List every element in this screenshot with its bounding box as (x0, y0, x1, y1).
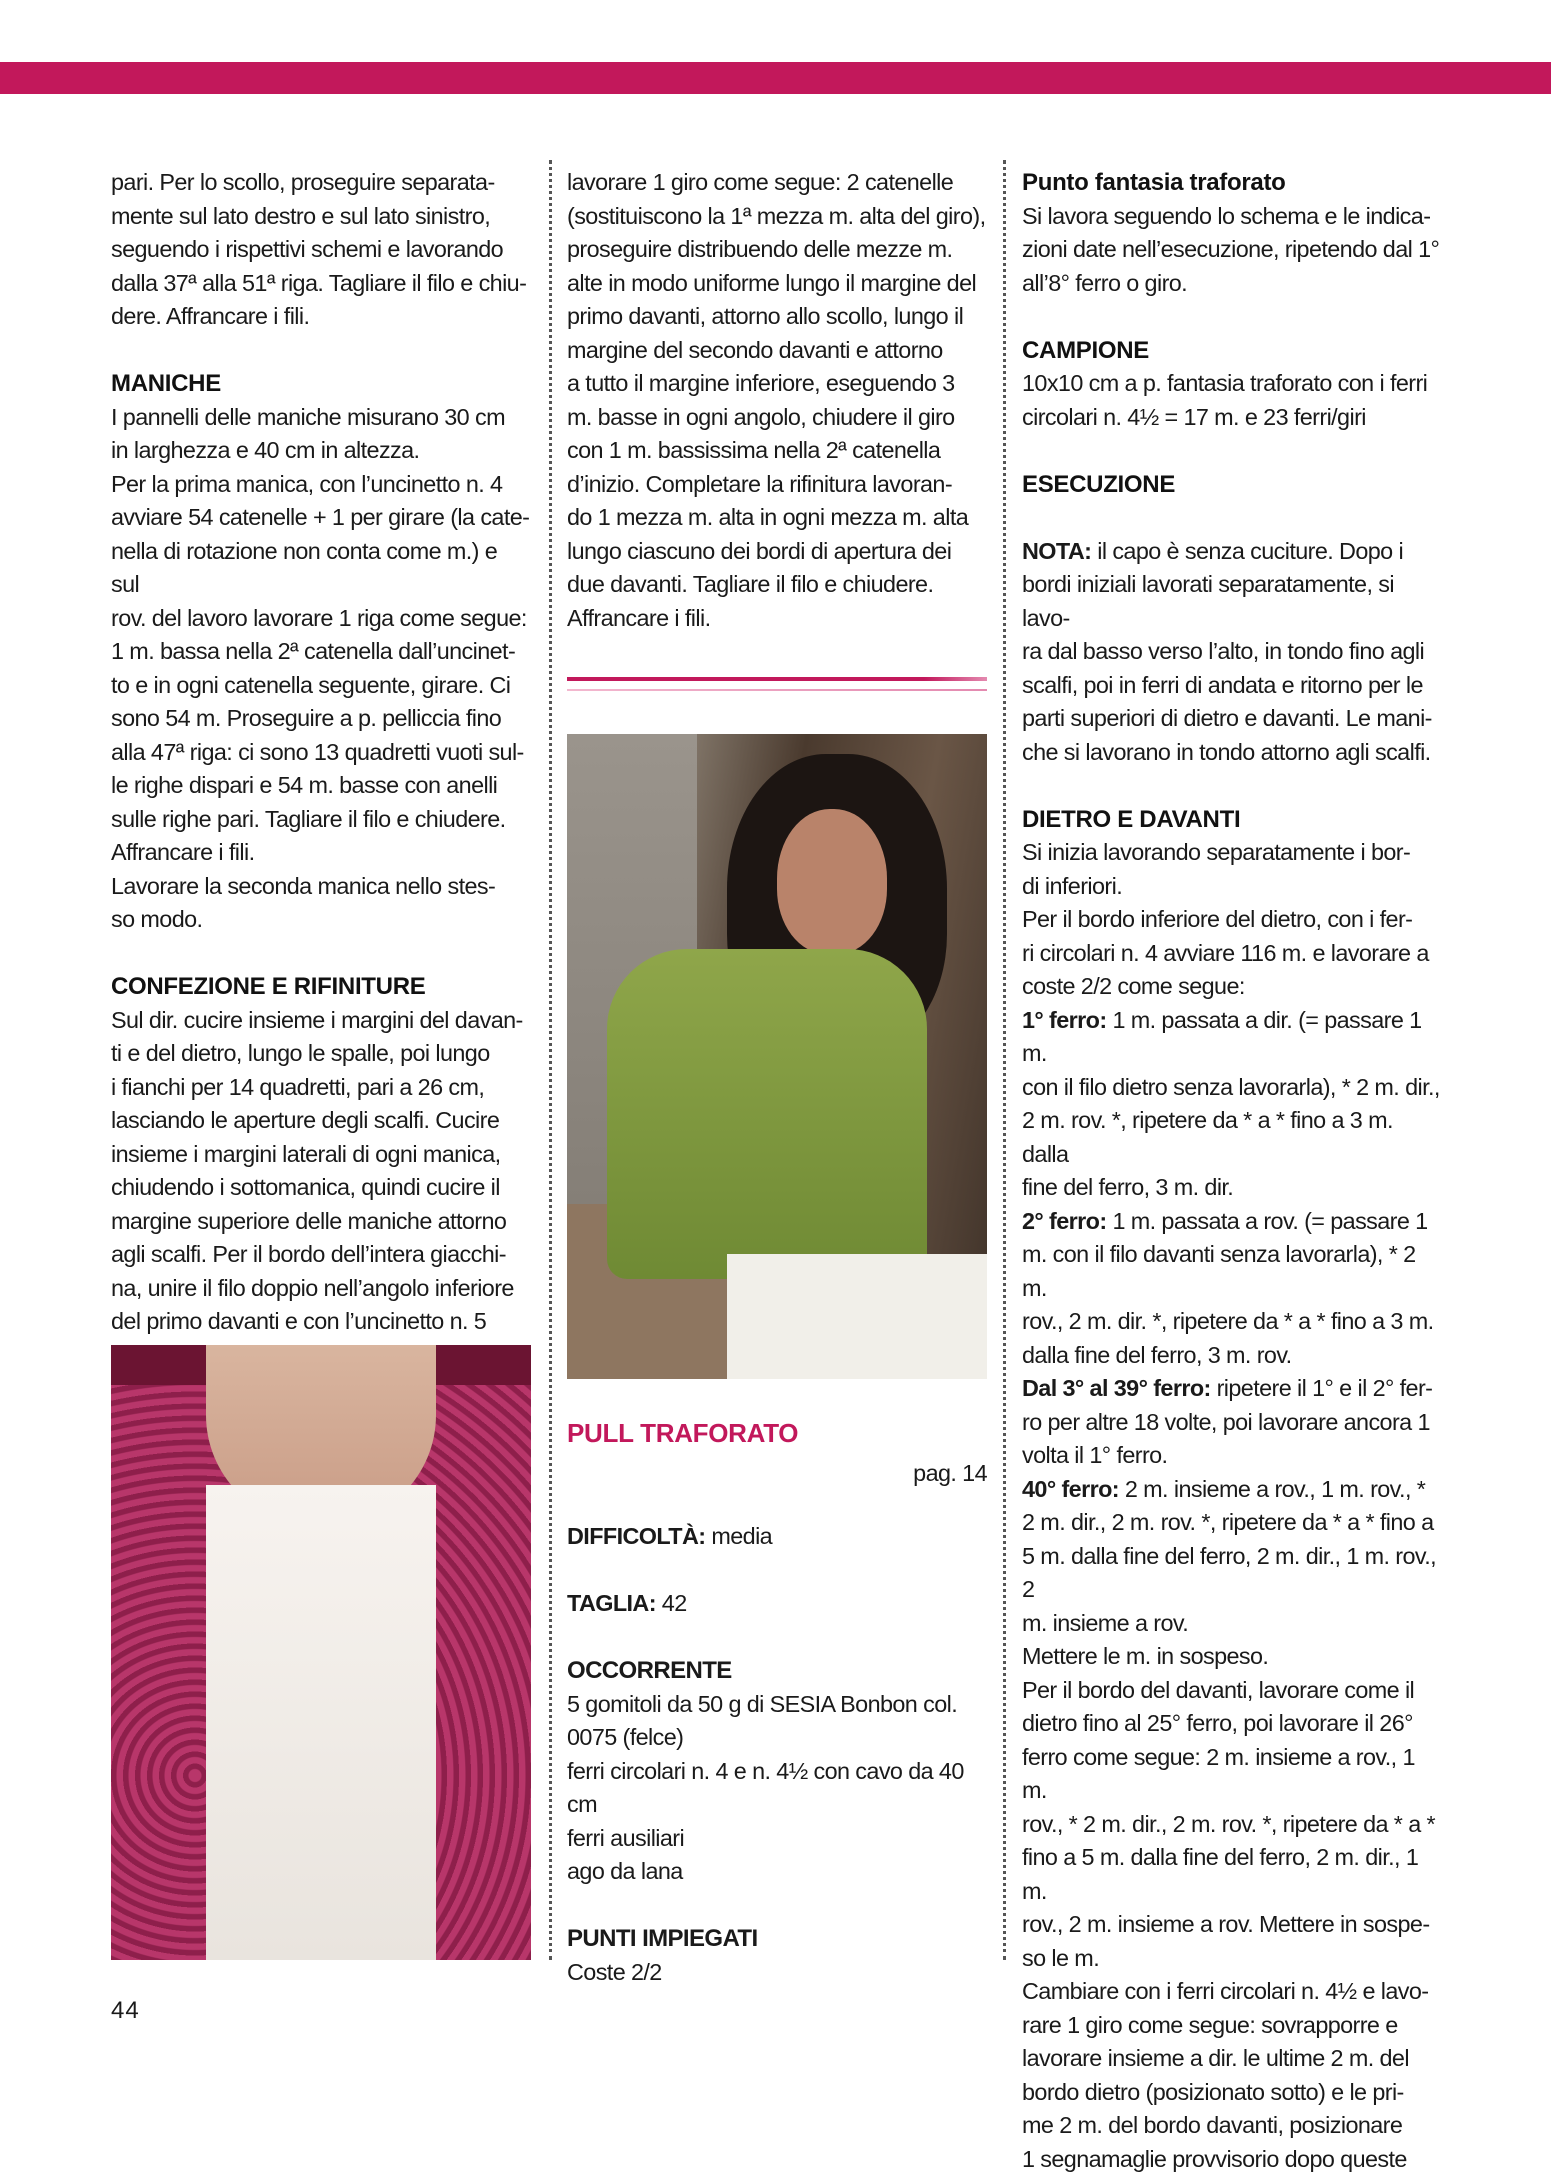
text-line: bordo dietro (posizionato sotto) e le pri- (1022, 2076, 1442, 2110)
page-number: 44 (111, 1997, 140, 2025)
text-line: 1 segnamaglie provvisorio dopo queste (1022, 2143, 1442, 2176)
row-1-label: 1° ferro: (1022, 1007, 1107, 1033)
text-line: margine superiore delle maniche attorno (111, 1205, 531, 1239)
row-40-first-line (1022, 1473, 1442, 1507)
text-line: 2 m. rov. *, ripetere da * a * fino a 3 m. dalla (1022, 1104, 1442, 1171)
text-line: scalfi, poi in ferri di andata e ritorno per le (1022, 669, 1442, 703)
punto-paragraph (1022, 200, 1442, 301)
text-line: rov., 2 m. dir. *, ripetere da * a * fino a 3 m. (1022, 1305, 1442, 1339)
text-line: le righe dispari e 54 m. basse con anelli (111, 769, 531, 803)
text-line: ro per altre 18 volte, poi lavorare ancora 1 (1022, 1406, 1442, 1440)
text-line: seguendo i rispettivi schemi e lavorando (111, 233, 531, 267)
text-line: to e in ogni catenella seguente, girare. Ci (111, 669, 531, 703)
text-line: sono 54 m. Proseguire a p. pelliccia fino (111, 702, 531, 736)
text-line: ti e del dietro, lungo le spalle, poi lungo (111, 1037, 531, 1071)
text-line: rare 1 giro come segue: sovrapporre e (1022, 2009, 1442, 2043)
text-line: insieme i margini laterali di ogni manica, (111, 1138, 531, 1172)
text-line: all’8° ferro o giro. (1022, 267, 1442, 301)
text-line: m. basse in ogni angolo, chiudere il giro (567, 401, 989, 435)
text-line: con il filo dietro senza lavorarla), * 2 m. dir., (1022, 1071, 1442, 1105)
text-line: primo davanti, attorno allo scollo, lungo il (567, 300, 989, 334)
text-line: Per il bordo inferiore del dietro, con i fer- (1022, 903, 1442, 937)
section-title-punto-fantasia: Punto fantasia traforato (1022, 166, 1442, 200)
materials-list (567, 1688, 989, 1889)
text-line: circolari n. 4½ = 17 m. e 23 ferri/giri (1022, 401, 1442, 435)
text-line: 5 m. dalla fine del ferro, 2 m. dir., 1 m. rov., 2 (1022, 1540, 1442, 1607)
text-line: zioni date nell’esecuzione, ripetendo dal 1° (1022, 233, 1442, 267)
row-3-39-label: Dal 3° al 39° ferro: (1022, 1375, 1211, 1401)
text-line: avviare 54 catenelle + 1 per girare (la cate- (111, 501, 531, 535)
nota-label: NOTA: (1022, 538, 1091, 564)
text-line: rov. del lavoro lavorare 1 riga come segue: (111, 602, 531, 636)
text-line: dalla 37ª alla 51ª riga. Tagliare il filo e chiu- (111, 267, 531, 301)
text-line: i fianchi per 14 quadretti, pari a 26 cm, (111, 1071, 531, 1105)
text-line: bordi iniziali lavorati separatamente, si lavo- (1022, 568, 1442, 635)
pattern-title: PULL TRAFORATO (567, 1418, 798, 1449)
text-line: 5 gomitoli da 50 g di SESIA Bonbon col. (567, 1688, 989, 1722)
text-line: Affrancare i fili. (111, 836, 531, 870)
text-line: Si lavora seguendo lo schema e le indica- (1022, 200, 1442, 234)
text-line: alla 47ª riga: ci sono 13 quadretti vuoti sul- (111, 736, 531, 770)
text-line: do 1 mezza m. alta in ogni mezza m. alta (567, 501, 989, 535)
row-40-label: 40° ferro: (1022, 1476, 1119, 1502)
text-line: so le m. (1022, 1942, 1442, 1976)
text-line: dalla fine del ferro, 3 m. rov. (1022, 1339, 1442, 1373)
section-title-occorrente: OCCORRENTE (567, 1654, 989, 1688)
text-line: nella di rotazione non conta come m.) e sul (111, 535, 531, 602)
text-line: 0075 (felce) (567, 1721, 989, 1755)
text-line: fino a 5 m. dalla fine del ferro, 2 m. dir., 1 m. (1022, 1841, 1442, 1908)
text-line: proseguire distribuendo delle mezze m. (567, 233, 989, 267)
dietro-intro (1022, 836, 1442, 1004)
column-divider-2 (1003, 160, 1006, 1960)
text-line: fine del ferro, 3 m. dir. (1022, 1171, 1442, 1205)
text-line: Sul dir. cucire insieme i margini del davan- (111, 1004, 531, 1038)
text-line: in larghezza e 40 cm in altezza. (111, 434, 531, 468)
section-title-esecuzione: ESECUZIONE (1022, 468, 1442, 502)
section-title-campione: CAMPIONE (1022, 334, 1442, 368)
row-2-paragraph (1022, 1238, 1442, 1372)
text-line: agli scalfi. Per il bordo dell’intera giacchi- (111, 1238, 531, 1272)
text-line: rov., * 2 m. dir., 2 m. rov. *, ripetere da * a * (1022, 1808, 1442, 1842)
row-3-39-paragraph (1022, 1406, 1442, 1473)
text-line: alte in modo uniforme lungo il margine del (567, 267, 989, 301)
text-line: due davanti. Tagliare il filo e chiudere. (567, 568, 989, 602)
size-value: 42 (656, 1590, 687, 1616)
text-line: ferri circolari n. 4 e n. 4½ con cavo da 40 cm (567, 1755, 989, 1822)
text-line: parti superiori di dietro e davanti. Le mani- (1022, 702, 1442, 736)
text-line: ferri ausiliari (567, 1822, 989, 1856)
text-line: me 2 m. del bordo davanti, posizionare (1022, 2109, 1442, 2143)
text-line: lavorare insieme a dir. le ultime 2 m. del (1022, 2042, 1442, 2076)
row-2-first-line (1022, 1205, 1442, 1239)
text-line: Cambiare con i ferri circolari n. 4½ e lavo- (1022, 1975, 1442, 2009)
row-3-39-first-line (1022, 1372, 1442, 1406)
nota-first-text: il capo è senza cuciture. Dopo i (1091, 538, 1403, 564)
text-line: ri circolari n. 4 avviare 116 m. e lavorare a (1022, 937, 1442, 971)
column-2 (567, 166, 989, 635)
section-title-dietro-davanti: DIETRO E DAVANTI (1022, 803, 1442, 837)
campione-paragraph (1022, 367, 1442, 434)
text-line: 10x10 cm a p. fantasia traforato con i ferri (1022, 367, 1442, 401)
text-line: dere. Affrancare i fili. (111, 300, 531, 334)
text-line: Per il bordo del davanti, lavorare come il (1022, 1674, 1442, 1708)
text-line: con 1 m. bassissima nella 2ª catenella (567, 434, 989, 468)
text-line: Si inizia lavorando separatamente i bor- (1022, 836, 1442, 870)
text-line: volta il 1° ferro. (1022, 1439, 1442, 1473)
size-label: TAGLIA: (567, 1590, 656, 1616)
text-line: Affrancare i fili. (567, 602, 989, 636)
text-line: che si lavorano in tondo attorno agli scalfi. (1022, 736, 1442, 770)
nota-paragraph (1022, 568, 1442, 769)
section-title-punti: PUNTI IMPIEGATI (567, 1922, 989, 1956)
text-line: Per la prima manica, con l’uncinetto n. 4 (111, 468, 531, 502)
text-line: lasciando le aperture degli scalfi. Cucire (111, 1104, 531, 1138)
cardigan-photo (111, 1345, 531, 1960)
text-line: Lavorare la seconda manica nello stes- (111, 870, 531, 904)
row-40-first-text: 2 m. insieme a rov., 1 m. rov., * (1119, 1476, 1425, 1502)
row-40-paragraph (1022, 1506, 1442, 2176)
text-line: sulle righe pari. Tagliare il filo e chiudere. (111, 803, 531, 837)
text-line: Mettere le m. in sospeso. (1022, 1640, 1442, 1674)
text-line: so modo. (111, 903, 531, 937)
row-1-paragraph (1022, 1071, 1442, 1205)
text-line: margine del secondo davanti e attorno (567, 334, 989, 368)
column-1 (111, 166, 531, 1339)
pattern-specs (567, 1520, 989, 1989)
text-line: coste 2/2 come segue: (1022, 970, 1442, 1004)
section-divider-rule (567, 677, 987, 681)
difficulty-label: DIFFICOLTÀ: (567, 1523, 705, 1549)
text-line: mente sul lato destro e sul lato sinistro, (111, 200, 531, 234)
section-title-confezione: CONFEZIONE E RIFINITURE (111, 970, 531, 1004)
text-line: na, unire il filo doppio nell’angolo inferiore (111, 1272, 531, 1306)
text-line: lavorare 1 giro come segue: 2 catenelle (567, 166, 989, 200)
text-line: pari. Per lo scollo, proseguire separata- (111, 166, 531, 200)
text-line: 2 m. dir., 2 m. rov. *, ripetere da * a * fino a (1022, 1506, 1442, 1540)
difficulty-value: media (705, 1523, 772, 1549)
column-3 (1022, 166, 1442, 2176)
header-accent-bar (0, 62, 1551, 94)
nota-first-line (1022, 535, 1442, 569)
row-1-first-text: 1 m. passata a dir. (= passare 1 m. (1022, 1007, 1422, 1067)
size-line (567, 1587, 989, 1621)
text-line: dietro fino al 25° ferro, poi lavorare il 26° (1022, 1707, 1442, 1741)
text-line: m. con il filo davanti senza lavorarla), * 2 m. (1022, 1238, 1442, 1305)
maniche-paragraph (111, 401, 531, 937)
text-line: di inferiori. (1022, 870, 1442, 904)
text-line: rov., 2 m. insieme a rov. Mettere in sospe- (1022, 1908, 1442, 1942)
text-line: ra dal basso verso l’alto, in tondo fino agli (1022, 635, 1442, 669)
intro-paragraph (111, 166, 531, 334)
text-line: (sostituiscono la 1ª mezza m. alta del giro), (567, 200, 989, 234)
text-line: 1 m. bassa nella 2ª catenella dall’uncinet- (111, 635, 531, 669)
row-2-first-text: 1 m. passata a rov. (= passare 1 (1107, 1208, 1428, 1234)
text-line: del primo davanti e con l’uncinetto n. 5 (111, 1305, 531, 1339)
text-line: chiudendo i sottomanica, quindi cucire il (111, 1171, 531, 1205)
row-1-first-line (1022, 1004, 1442, 1071)
page-reference: pag. 14 (880, 1460, 987, 1487)
section-title-maniche: MANICHE (111, 367, 531, 401)
column-divider-1 (549, 160, 552, 1960)
row-2-label: 2° ferro: (1022, 1208, 1107, 1234)
row-3-39-first-text: ripetere il 1° e il 2° fer- (1211, 1375, 1433, 1401)
stitches-list (567, 1956, 989, 1990)
text-line: lungo ciascuno dei bordi di apertura dei (567, 535, 989, 569)
pull-traforato-photo (567, 734, 987, 1379)
text-line: I pannelli delle maniche misurano 30 cm (111, 401, 531, 435)
text-line: ferro come segue: 2 m. insieme a rov., 1 m. (1022, 1741, 1442, 1808)
text-line: m. insieme a rov. (1022, 1607, 1442, 1641)
section-divider-rule-thin (567, 689, 987, 691)
text-line: a tutto il margine inferiore, eseguendo 3 (567, 367, 989, 401)
text-line: Coste 2/2 (567, 1956, 989, 1990)
text-line: d’inizio. Completare la rifinitura lavoran- (567, 468, 989, 502)
text-line: ago da lana (567, 1855, 989, 1889)
difficulty-line (567, 1520, 989, 1554)
intro-paragraph (567, 166, 989, 635)
confezione-paragraph (111, 1004, 531, 1339)
